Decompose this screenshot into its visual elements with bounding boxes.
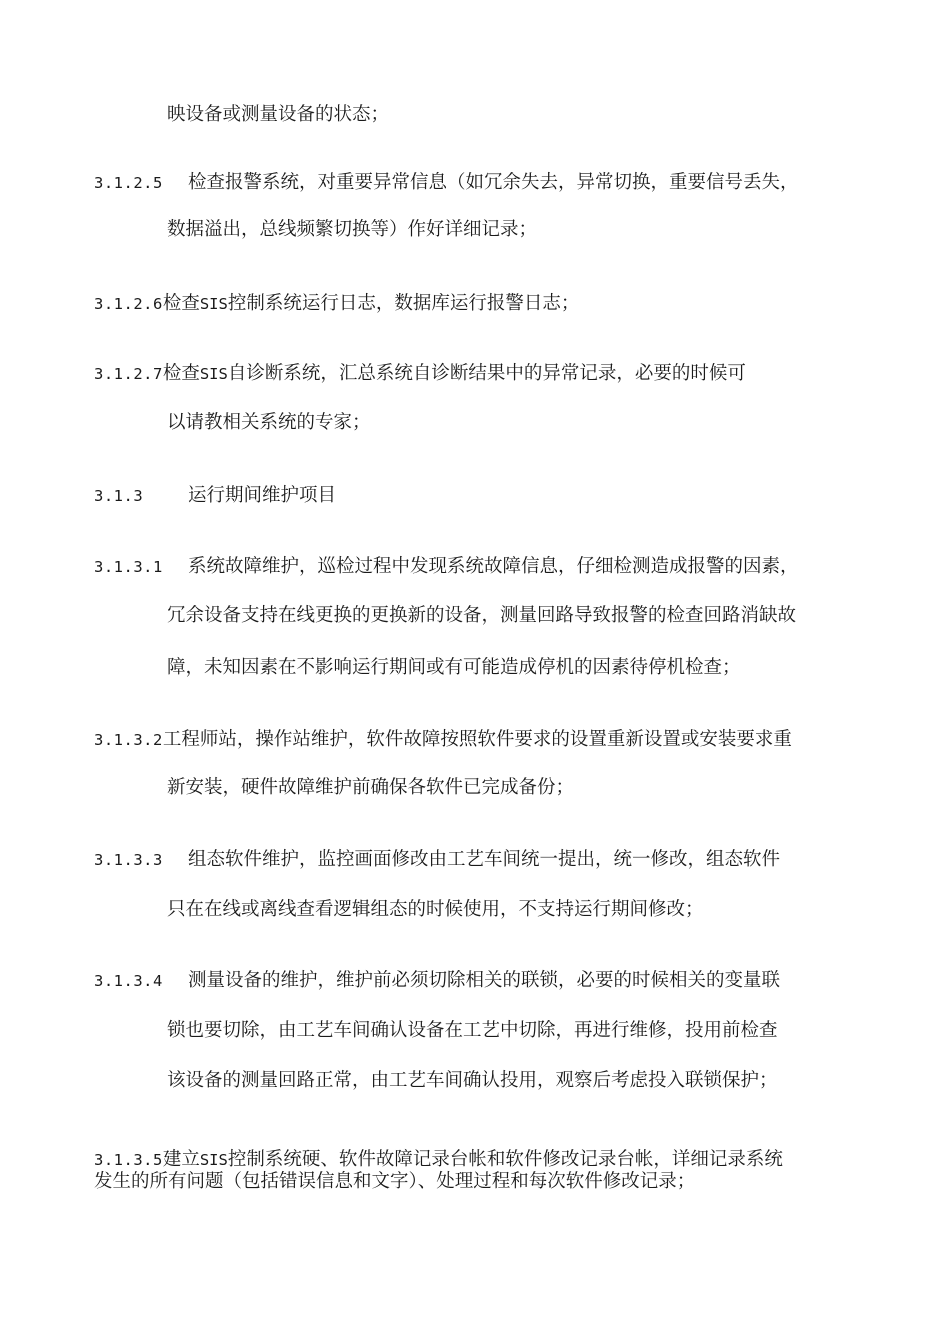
- sis-term: SIS: [199, 365, 228, 383]
- clause-text: 测量设备的维护，维护前必须切除相关的联锁，必要的时候相关的变量联: [188, 970, 781, 991]
- text-line: 发生的所有问题（包括错误信息和文字）、处理过程和每次软件修改记录；: [94, 1171, 696, 1192]
- section-3-1-3: [94, 484, 336, 508]
- clause-number: 3.1.3.3: [94, 851, 163, 869]
- clause-3-1-2-5: [94, 171, 799, 195]
- sis-term: SIS: [199, 295, 228, 313]
- clause-text: 工程师站，操作站维护，软件故障按照软件要求的设置重新设置或安装要求重: [162, 729, 792, 750]
- clause-number: 3.1.3.4: [94, 972, 163, 990]
- clause-3-1-3-5: [94, 1148, 783, 1172]
- clause-number: 3.1.3.5: [94, 1151, 163, 1169]
- clause-3-1-3-1: [94, 555, 799, 579]
- clause-3-1-2-7: [94, 362, 746, 386]
- clause-text: 自诊断系统，汇总系统自诊断结果中的异常记录，必要的时候可: [227, 363, 746, 384]
- text-line: 以请教相关系统的专家；: [167, 412, 371, 433]
- clause-number: 3.1.2.7: [94, 365, 163, 383]
- sis-term: SIS: [199, 1151, 228, 1169]
- text-line: 该设备的测量回路正常，由工艺车间确认投用，观察后考虑投入联锁保护；: [167, 1070, 778, 1091]
- clause-3-1-3-4: [94, 969, 780, 993]
- clause-number: 3.1.2.5: [94, 174, 163, 192]
- clause-text-prefix: 建立: [162, 1149, 200, 1170]
- clause-text-prefix: 检查: [162, 363, 200, 384]
- clause-text: 检查报警系统，对重要异常信息（如冗余失去，异常切换，重要信号丢失，: [188, 172, 799, 193]
- clause-text: 组态软件维护，监控画面修改由工艺车间统一提出，统一修改，组态软件: [188, 849, 781, 870]
- clause-text: 控制系统运行日志，数据库运行报警日志；: [227, 293, 580, 314]
- text-line: 新安装，硬件故障维护前确保各软件已完成备份；: [167, 777, 575, 798]
- clause-3-1-3-2: [94, 728, 792, 752]
- clause-number: 3.1.3.1: [94, 558, 163, 576]
- section-title: 运行期间维护项目: [188, 485, 337, 506]
- clause-text: 系统故障维护，巡检过程中发现系统故障信息，仔细检测造成报警的因素，: [188, 556, 799, 577]
- clause-3-1-3-3: [94, 848, 780, 872]
- text-line: 只在在线或离线查看逻辑组态的时候使用，不支持运行期间修改；: [167, 899, 704, 920]
- clause-number: 3.1.2.6: [94, 295, 163, 313]
- text-line: 锁也要切除，由工艺车间确认设备在工艺中切除，再进行维修，投用前检查: [167, 1020, 778, 1041]
- text-line: 冗余设备支持在线更换的更换新的设备，测量回路导致报警的检查回路消缺故: [167, 605, 797, 626]
- clause-text-prefix: 检查: [162, 293, 200, 314]
- text-line: 数据溢出，总线频繁切换等）作好详细记录；: [167, 219, 538, 240]
- text-line: 障，未知因素在不影响运行期间或有可能造成停机的因素待停机检查；: [167, 657, 741, 678]
- clause-number: 3.1.3.2: [94, 731, 163, 749]
- clause-3-1-2-6: [94, 292, 579, 316]
- clause-text: 控制系统硬、软件故障记录台帐和软件修改记录台帐，详细记录系统: [227, 1149, 783, 1170]
- text-line: 映设备或测量设备的状态；: [167, 104, 390, 125]
- section-number: 3.1.3: [94, 487, 144, 505]
